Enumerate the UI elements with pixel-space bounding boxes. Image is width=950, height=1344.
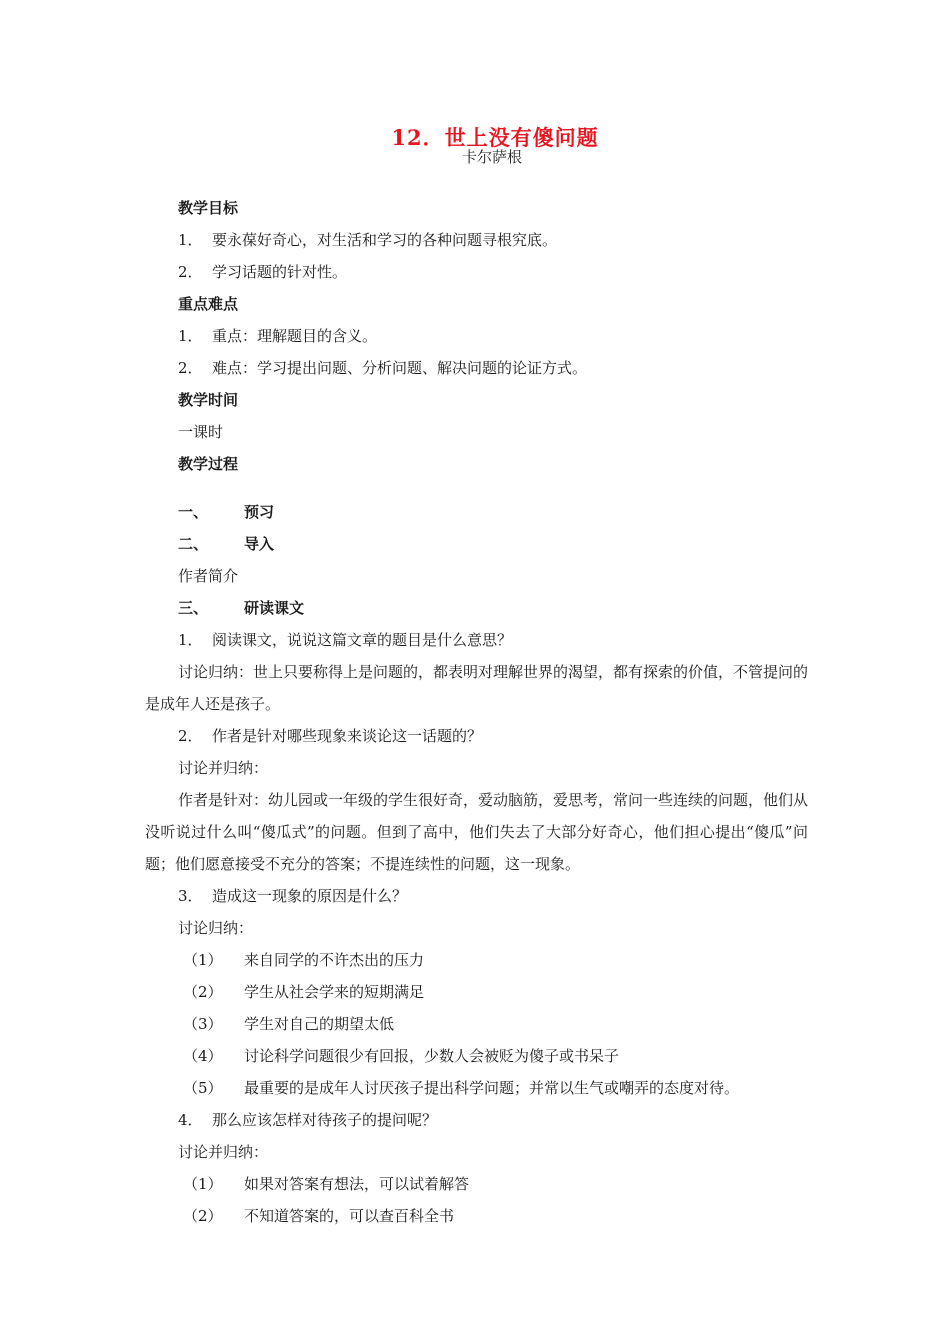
item-number: （5） [183,1079,223,1097]
approach-item [145,1168,808,1200]
answer-paragraph-2: 作者是针对：幼儿园或一年级的学生很好奇，爱动脑筋，爱思考，常问一些连续的问题，他们从没听说过什么叫“傻瓜式”的问题。但到了高中，他们失去了大部分好奇心，他们担心提出“傻瓜”问题；他们愿意接受不充分的答案；不提连续性的问题，这一现象。 [145,791,809,873]
item-text: 重点：理解题目的含义。 [212,327,378,345]
section-label: 导入 [244,535,275,553]
question-1 [145,624,808,656]
section-number: 一、 [178,503,209,521]
item-text: 不知道答案的，可以查百科全书 [244,1207,455,1225]
question-3 [145,880,808,912]
answer-paragraph-1: 讨论归纳：世上只要称得上是问题的，都表明对理解世界的渴望，都有探索的价值，不管提问的是成年人还是孩子。 [145,663,809,713]
item-text: 讨论科学问题很少有回报，少数人会被贬为傻子或书呆子 [244,1047,620,1065]
question-text: 阅读课文，说说这篇文章的题目是什么意思？ [212,631,513,649]
item-text: 最重要的是成年人讨厌孩子提出科学问题；并常以生气或嘲弄的态度对待。 [244,1079,740,1097]
item-number: （1） [183,951,223,969]
question-text: 那么应该怎样对待孩子的提问呢？ [212,1111,438,1129]
reason-item [145,1008,808,1040]
item-number: 2． [178,359,203,377]
section-intro [145,528,808,560]
question-text: 作者是针对哪些现象来谈论这一话题的？ [212,727,483,745]
reason-item [145,1072,808,1104]
item-number: （2） [183,983,223,1001]
approach-item [145,1200,808,1232]
item-text: 学生对自己的期望太低 [244,1015,395,1033]
key-points-heading: 重点难点 [178,295,239,313]
time-value: 一课时 [178,423,224,441]
discussion-intro: 讨论并归纳： [178,759,269,777]
item-text: 难点：学习提出问题、分析问题、解决问题的论证方式。 [212,359,588,377]
page-title: 12．世上没有傻问题 [391,125,599,150]
section-study [145,592,808,624]
reason-item [145,1040,808,1072]
section-label: 预习 [244,503,275,521]
item-text: 要永葆好奇心，对生活和学习的各种问题寻根究底。 [212,231,558,249]
section-label: 研读课文 [244,599,305,617]
item-text: 如果对答案有想法，可以试着解答 [244,1175,470,1193]
item-number: 4． [178,1111,203,1129]
item-number: 2． [178,263,203,281]
item-number: 1． [178,631,203,649]
reason-item [145,944,808,976]
key-point-item [145,320,808,352]
question-2 [145,720,808,752]
item-number: 1． [178,231,203,249]
section-number: 三、 [178,599,209,617]
objective-item [145,256,808,288]
time-heading: 教学时间 [178,391,239,409]
section-preview [145,496,808,528]
question-text: 造成这一现象的原因是什么？ [212,887,408,905]
objectives-heading: 教学目标 [178,199,239,217]
spacer [145,480,808,496]
question-4 [145,1104,808,1136]
item-number: （4） [183,1047,223,1065]
author-intro-text: 作者简介 [178,567,239,585]
discussion-intro: 讨论并归纳： [178,1143,269,1161]
item-number: （3） [183,1015,223,1033]
item-text: 学生从社会学来的短期满足 [244,983,425,1001]
item-text: 学习话题的针对性。 [212,263,348,281]
document-body [145,192,808,1232]
process-heading: 教学过程 [178,455,239,473]
discussion-intro: 讨论归纳： [178,919,254,937]
section-number: 二、 [178,535,209,553]
author-name: 卡尔萨根 [461,148,522,166]
item-number: 3． [178,887,203,905]
item-text: 来自同学的不许杰出的压力 [244,951,425,969]
item-number: 1． [178,327,203,345]
item-number: （2） [183,1207,223,1225]
key-point-item [145,352,808,384]
item-number: （1） [183,1175,223,1193]
item-number: 2． [178,727,203,745]
reason-item [145,976,808,1008]
objective-item [145,224,808,256]
